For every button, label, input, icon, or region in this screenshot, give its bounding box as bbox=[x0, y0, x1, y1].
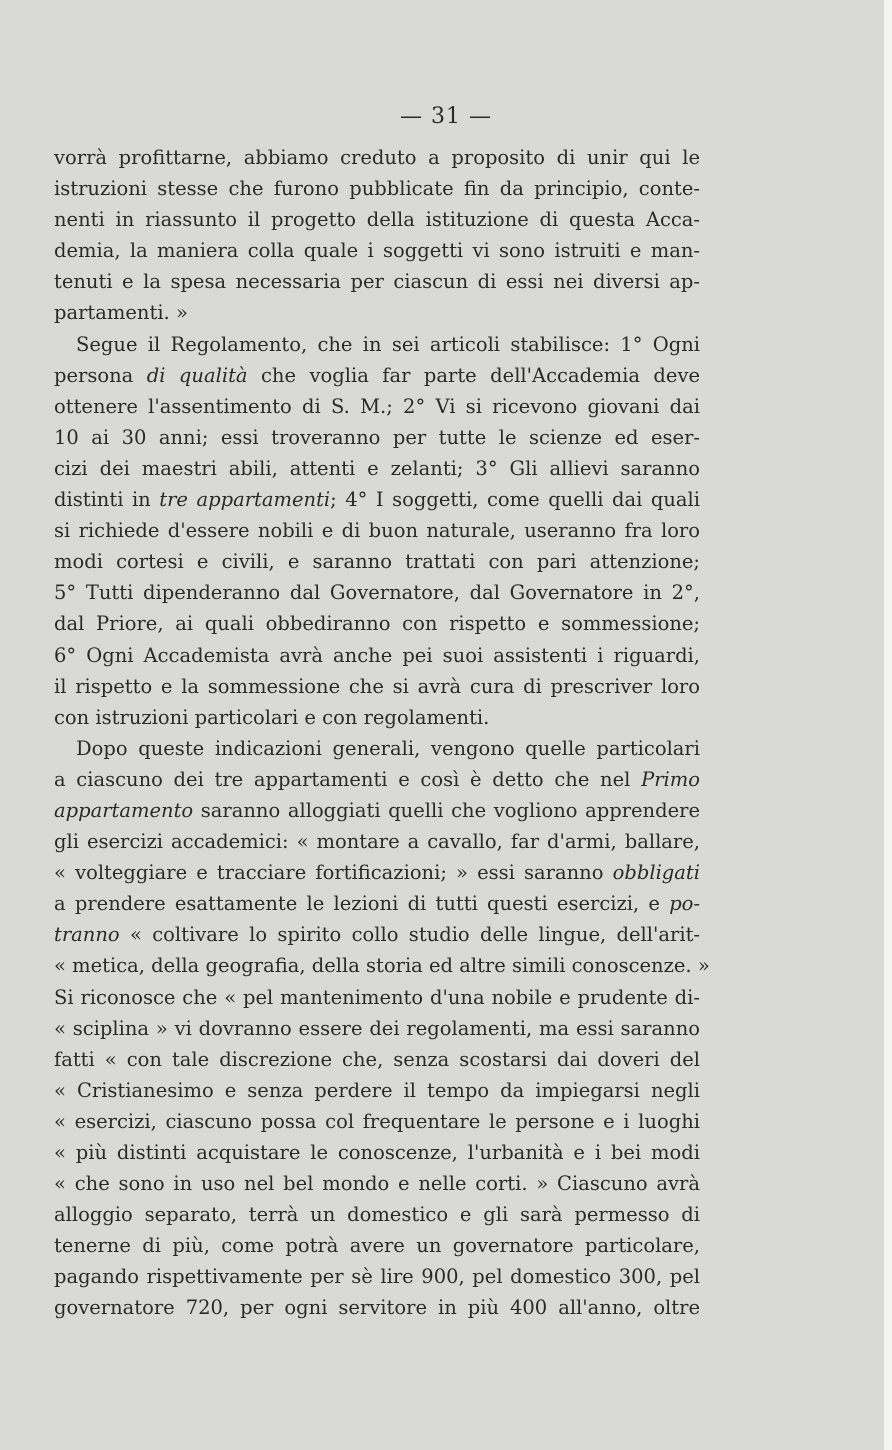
text-line bbox=[54, 950, 710, 981]
text-segment: 10 ai 30 anni; essi troveranno per tutte le scienze ed eser- bbox=[54, 425, 700, 449]
text-segment: modi cortesi e civili, e saranno trattati con pari attenzione; bbox=[54, 550, 700, 574]
text-line bbox=[54, 546, 700, 577]
text-segment: nenti in riassunto il progetto della istituzione di questa Acca- bbox=[54, 208, 700, 232]
text-line bbox=[54, 1044, 700, 1075]
italic-phrase: appartamento bbox=[54, 798, 194, 822]
text-line bbox=[54, 608, 700, 639]
text-line bbox=[54, 702, 700, 733]
text-segment: « sciplina » vi dovranno essere dei regolamenti, ma essi saranno bbox=[54, 1016, 700, 1040]
text-segment: a ciascuno dei tre appartamenti e così è detto che nel bbox=[54, 767, 642, 791]
text-segment: dal Priore, ai quali obbediranno con rispetto e sommessione; bbox=[54, 612, 700, 636]
text-line bbox=[54, 173, 700, 204]
text-segment: il rispetto e la sommessione che si avrà cura di prescriver loro bbox=[54, 674, 700, 698]
text-segment: persona bbox=[54, 363, 147, 387]
text-line bbox=[54, 142, 700, 173]
text-line bbox=[54, 484, 700, 515]
text-line bbox=[54, 795, 700, 826]
text-segment: « esercizi, ciascuno possa col frequentare le persone e i luoghi bbox=[54, 1109, 700, 1133]
text-line bbox=[54, 577, 700, 608]
italic-phrase: tranno bbox=[54, 923, 120, 947]
italic-phrase: po- bbox=[669, 892, 700, 916]
text-segment: a prendere esattamente le lezioni di tutti questi esercizi, e bbox=[54, 892, 670, 916]
text-segment: alloggio separato, terrà un domestico e gli sarà permesso di bbox=[54, 1203, 700, 1227]
italic-phrase: di qualità bbox=[146, 363, 248, 387]
text-line bbox=[54, 235, 700, 266]
text-segment: ; 4° I soggetti, come quelli dai quali bbox=[330, 488, 700, 512]
text-line bbox=[54, 329, 700, 360]
text-segment: saranno alloggiati quelli che vogliono apprendere bbox=[193, 798, 700, 822]
text-segment: istruzioni stesse che furono pubblicate fin da principio, conte- bbox=[54, 177, 700, 201]
text-segment: fatti « con tale discrezione che, senza scostarsi dai doveri del bbox=[54, 1047, 700, 1071]
text-segment: distinti in bbox=[54, 488, 160, 512]
text-line bbox=[54, 1230, 700, 1261]
page-number: — 31 — bbox=[400, 104, 492, 129]
text-segment: governatore 720, per ogni servitore in più 400 all'anno, oltre bbox=[54, 1296, 700, 1320]
text-segment: « più distinti acquistare le conoscenze, l'urbanità e i bei modi bbox=[54, 1141, 700, 1164]
text-line bbox=[54, 1261, 700, 1292]
text-line bbox=[54, 733, 700, 764]
text-segment: 5° Tutti dipenderanno dal Governatore, dal Governatore in 2°, bbox=[54, 581, 700, 605]
text-segment: 6° Ogni Accademista avrà anche pei suoi assistenti i riguardi, bbox=[54, 643, 700, 667]
text-segment: Segue il Regolamento, che in sei articoli stabilisce: 1° Ogni bbox=[76, 332, 700, 356]
text-segment: Dopo queste indicazioni generali, vengono quelle particolari bbox=[76, 736, 700, 760]
text-segment: pagando rispettivamente per sè lire 900, pel domestico 300, pel bbox=[54, 1265, 700, 1289]
text-line bbox=[54, 1199, 700, 1230]
text-segment: « coltivare lo spirito collo studio delle lingue, dell'arit- bbox=[119, 923, 700, 947]
text-segment: « metica, della geografia, della storia ed altre simili conoscenze. » bbox=[54, 954, 710, 978]
page-edge bbox=[884, 0, 892, 1450]
text-segment: tenerne di più, come potrà avere un governatore particolare, bbox=[54, 1234, 700, 1258]
text-segment: gli esercizi accademici: « montare a cavallo, far d'armi, ballare, bbox=[54, 830, 700, 854]
italic-phrase: obbligati bbox=[612, 861, 700, 885]
text-segment: vorrà profittarne, abbiamo creduto a proposito di unir qui le bbox=[54, 146, 700, 169]
text-line bbox=[54, 1106, 700, 1137]
text-line bbox=[54, 888, 700, 919]
text-segment: con istruzioni particolari e con regolamenti. bbox=[54, 705, 490, 729]
text-segment: che voglia far parte dell'Accademia deve bbox=[247, 363, 700, 387]
text-line bbox=[54, 671, 700, 702]
text-line bbox=[54, 857, 700, 888]
text-line bbox=[54, 1137, 700, 1168]
text-line bbox=[54, 453, 700, 484]
text-line bbox=[54, 764, 700, 795]
text-line bbox=[54, 266, 700, 297]
body-text bbox=[54, 142, 710, 1324]
text-line bbox=[54, 1168, 700, 1199]
text-segment: « che sono in uso nel bel mondo e nelle corti. » Ciascuno avrà bbox=[54, 1172, 700, 1196]
text-segment: ottenere l'assentimento di S. M.; 2° Vi si ricevono giovani dai bbox=[54, 394, 700, 418]
text-line bbox=[54, 1075, 700, 1106]
text-segment: Si riconosce che « pel mantenimento d'una nobile e prudente di- bbox=[54, 985, 700, 1009]
text-segment: « volteggiare e tracciare fortificazioni; » essi saranno bbox=[54, 861, 613, 885]
italic-phrase: tre appartamenti bbox=[159, 488, 331, 512]
text-segment: demia, la maniera colla quale i soggetti vi sono istruiti e man- bbox=[54, 239, 700, 263]
italic-phrase: Primo bbox=[641, 767, 700, 791]
text-segment: tenuti e la spesa necessaria per ciascun di essi nei diversi ap- bbox=[54, 270, 700, 294]
text-line bbox=[54, 515, 700, 546]
text-segment: partamenti. » bbox=[54, 301, 188, 325]
text-line bbox=[54, 826, 700, 857]
text-line bbox=[54, 297, 700, 328]
text-segment: cizi dei maestri abili, attenti e zelanti; 3° Gli allievi saranno bbox=[54, 456, 700, 480]
text-segment: « Cristianesimo e senza perdere il tempo da impiegarsi negli bbox=[54, 1078, 700, 1102]
text-line bbox=[54, 1013, 700, 1044]
text-line bbox=[54, 391, 700, 422]
text-segment: si richiede d'essere nobili e di buon naturale, useranno fra loro bbox=[54, 519, 700, 543]
text-line bbox=[54, 640, 700, 671]
text-line bbox=[54, 1292, 700, 1323]
text-line bbox=[54, 360, 700, 391]
text-line bbox=[54, 919, 700, 950]
text-line bbox=[54, 204, 700, 235]
text-line bbox=[54, 982, 700, 1013]
text-line bbox=[54, 422, 700, 453]
